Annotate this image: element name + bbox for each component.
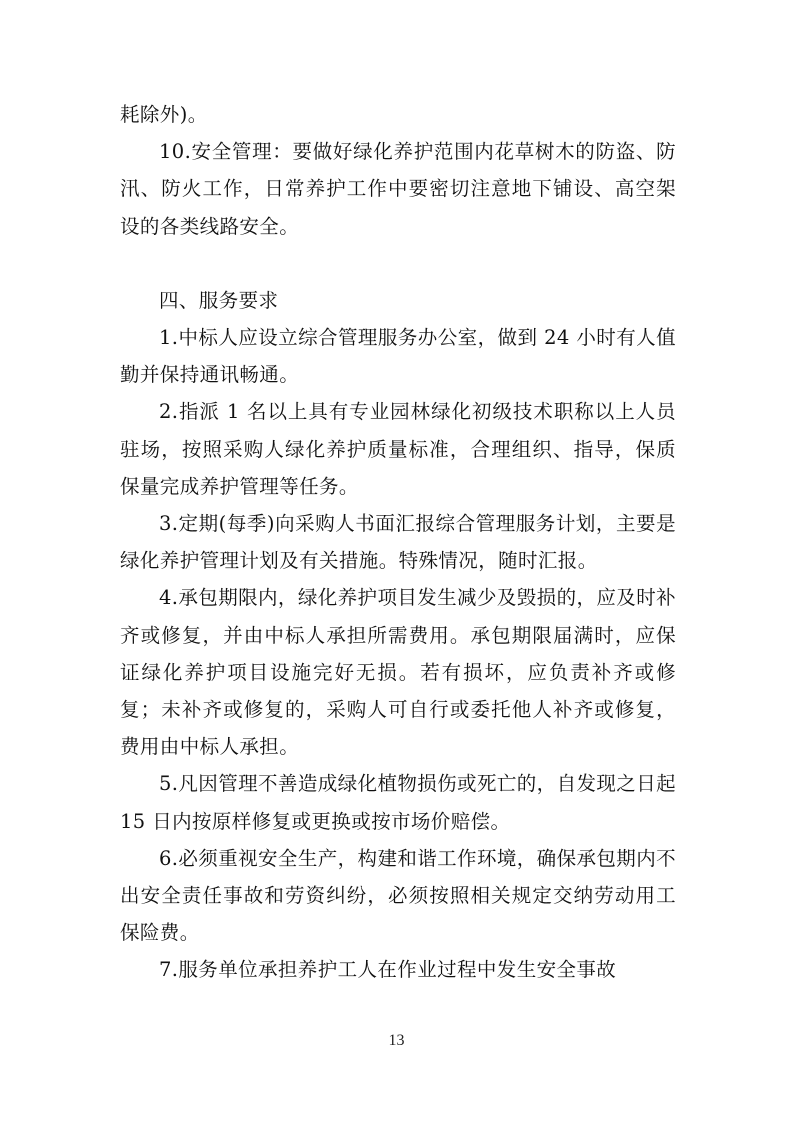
requirement-item-7: 7.服务单位承担养护工人在作业过程中发生安全事故 [159, 958, 617, 982]
continued-paragraph: 耗除外)。 [120, 103, 208, 126]
requirement-item-5: 5.凡因管理不善造成绿化植物损伤或死亡的，自发现之日起 15 日内按原样修复或更换或按市场价赔偿。 [120, 772, 676, 833]
page-number: 13 [388, 1032, 405, 1049]
requirement-item-3: 3.定期(每季)向采购人书面汇报综合管理服务计划，主要是绿化养护管理计划及有关措施。特殊情况，随时汇报。 [120, 512, 676, 573]
section-spacer [120, 245, 676, 282]
requirement-item-6: 6.必须重视安全生产，构建和谐工作环境，确保承包期内不出安全责任事故和劳资纠纷，必须按照相关规定交纳劳动用工保险费。 [120, 846, 676, 945]
requirement-item-2: 2.指派 1 名以上具有专业园林绿化初级技术职称以上人员驻场，按照采购人绿化养护质量标准，合理组织、指导，保质保量完成养护管理等任务。 [120, 400, 676, 498]
body-text [120, 96, 676, 989]
requirement-item-4: 4.承包期限内，绿化养护项目发生减少及毁损的，应及时补齐或修复，并由中标人承担所需费用。承包期限届满时，应保证绿化养护项目设施完好无损。若有损坏，应负责补齐或修复；未补齐或修复的，采购人可自行或委托他人补齐或修复，费用由中标人承担。 [120, 586, 676, 759]
section-heading: 四、服务要求 [159, 288, 279, 312]
requirement-item-1: 1.中标人应设立综合管理服务办公室，做到 24 小时有人值勤并保持通讯畅通。 [120, 326, 676, 387]
safety-management-paragraph: 10.安全管理：要做好绿化养护范围内花草树木的防盗、防汛、防火工作，日常养护工作中要密切注意地下铺设、高空架设的各类线路安全。 [120, 140, 676, 238]
